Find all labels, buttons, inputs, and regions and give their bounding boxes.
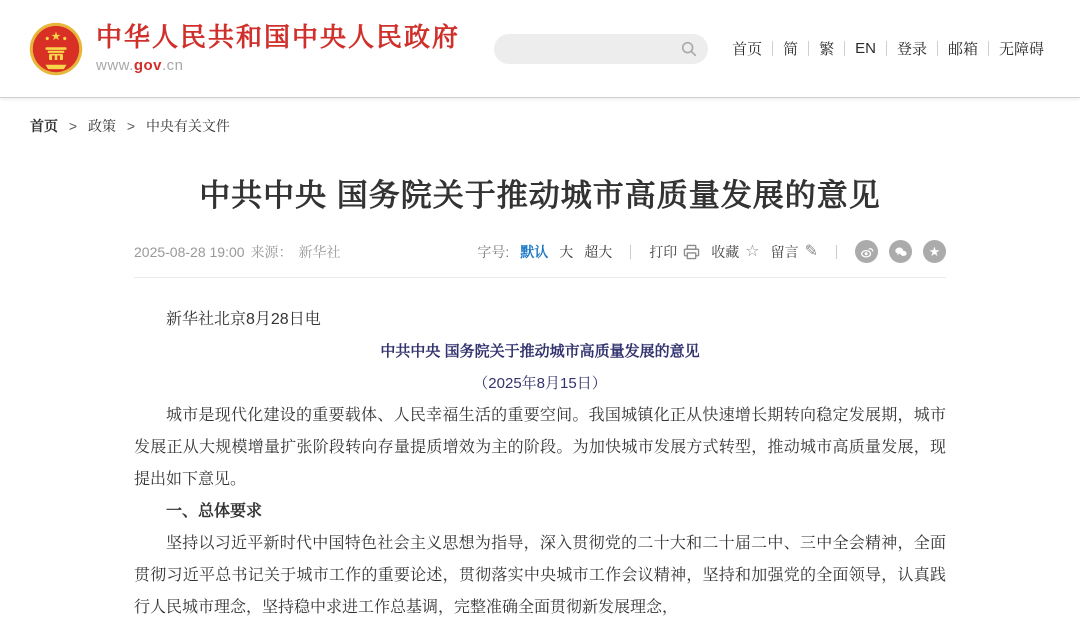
fontsize-default-button[interactable]: 默认 — [520, 243, 549, 260]
fontsize-large-button[interactable]: 大 — [559, 243, 574, 260]
breadcrumb-separator: > — [68, 118, 78, 134]
pencil-icon: ✎ — [804, 242, 818, 260]
top-nav — [722, 38, 1054, 59]
national-emblem-logo — [28, 21, 84, 77]
search-icon[interactable] — [680, 40, 698, 58]
breadcrumb-home[interactable]: 首页 — [30, 118, 58, 134]
favorite-button[interactable] — [711, 242, 759, 262]
print-button[interactable] — [649, 242, 700, 262]
paragraph: 城市是现代化建设的重要载体、人民幸福生活的重要空间。我国城镇化正从快速增长期转向稳定发展期，城市发展正从大规模增量扩张阶段转向存量提质增效为主的阶段。为加快城市发展方式转型，推动城市高质量发展，现提出如下意见。 — [134, 407, 946, 489]
source-value[interactable]: 新华社 — [298, 243, 341, 260]
section-heading: 一、总体要求 — [166, 503, 263, 521]
qzone-star-icon: ★ — [928, 244, 941, 260]
site-url-prefix: www. — [96, 56, 134, 74]
meta-divider — [836, 245, 837, 259]
article-meta-row — [134, 240, 946, 263]
breadcrumb-separator: > — [126, 118, 136, 134]
publish-datetime: 2025-08-28 19:00 — [134, 243, 245, 260]
nav-simplified[interactable]: 简 — [783, 41, 799, 58]
site-url-suffix: .cn — [162, 56, 184, 74]
share-weibo-button[interactable] — [855, 240, 878, 263]
meta-separator-line — [134, 277, 946, 278]
site-url-gov: gov — [133, 56, 163, 74]
nav-accessibility[interactable]: 无障碍 — [998, 41, 1044, 58]
nav-traditional[interactable]: 繁 — [819, 41, 835, 58]
fontsize-label: 字号: — [477, 243, 510, 260]
nav-mail[interactable]: 邮箱 — [947, 41, 978, 58]
article-title: 中共中央 国务院关于推动城市高质量发展的意见 — [199, 178, 881, 213]
site-title: 中华人民共和国中央人民政府 — [96, 22, 461, 53]
print-label: 打印 — [649, 243, 678, 260]
article — [134, 176, 946, 624]
dateline: 新华社北京8月28日电 — [166, 311, 321, 329]
star-icon: ☆ — [745, 242, 760, 260]
nav-login[interactable]: 登录 — [896, 41, 927, 58]
meta-divider — [630, 245, 631, 259]
comment-button[interactable] — [771, 242, 818, 262]
nav-home[interactable]: 首页 — [732, 41, 763, 58]
search-input[interactable] — [508, 40, 680, 58]
fontsize-xlarge-button[interactable]: 超大 — [584, 243, 613, 260]
site-url — [96, 57, 460, 74]
document-date: （2025年8月15日） — [473, 375, 607, 393]
breadcrumb-central-documents[interactable]: 中央有关文件 — [145, 118, 230, 134]
wechat-icon — [894, 245, 908, 259]
document-title: 中共中央 国务院关于推动城市高质量发展的意见 — [380, 343, 700, 361]
printer-icon — [683, 244, 700, 260]
article-body — [134, 304, 946, 624]
share-qzone-button[interactable] — [923, 240, 946, 263]
weibo-icon — [860, 245, 874, 259]
breadcrumb — [0, 98, 1080, 149]
site-brand[interactable] — [28, 21, 460, 77]
paragraph: 坚持以习近平新时代中国特色社会主义思想为指导，深入贯彻党的二十大和二十届二中、三中全会精神，全面贯彻习近平总书记关于城市工作的重要论述，贯彻落实中央城市工作会议精神，坚持和加强党的全面领导，认真践行人民城市理念，坚持稳中求进工作总基调，完整准确全面贯彻新发展理念， — [134, 535, 946, 617]
search-box[interactable] — [494, 34, 708, 64]
site-header — [0, 0, 1080, 98]
nav-english[interactable]: EN — [855, 40, 876, 57]
share-wechat-button[interactable] — [889, 240, 912, 263]
favorite-label: 收藏 — [711, 243, 740, 260]
source-label: 来源： — [250, 243, 293, 260]
share-group — [855, 240, 946, 263]
comment-label: 留言 — [770, 243, 799, 260]
breadcrumb-policy[interactable]: 政策 — [87, 118, 116, 134]
